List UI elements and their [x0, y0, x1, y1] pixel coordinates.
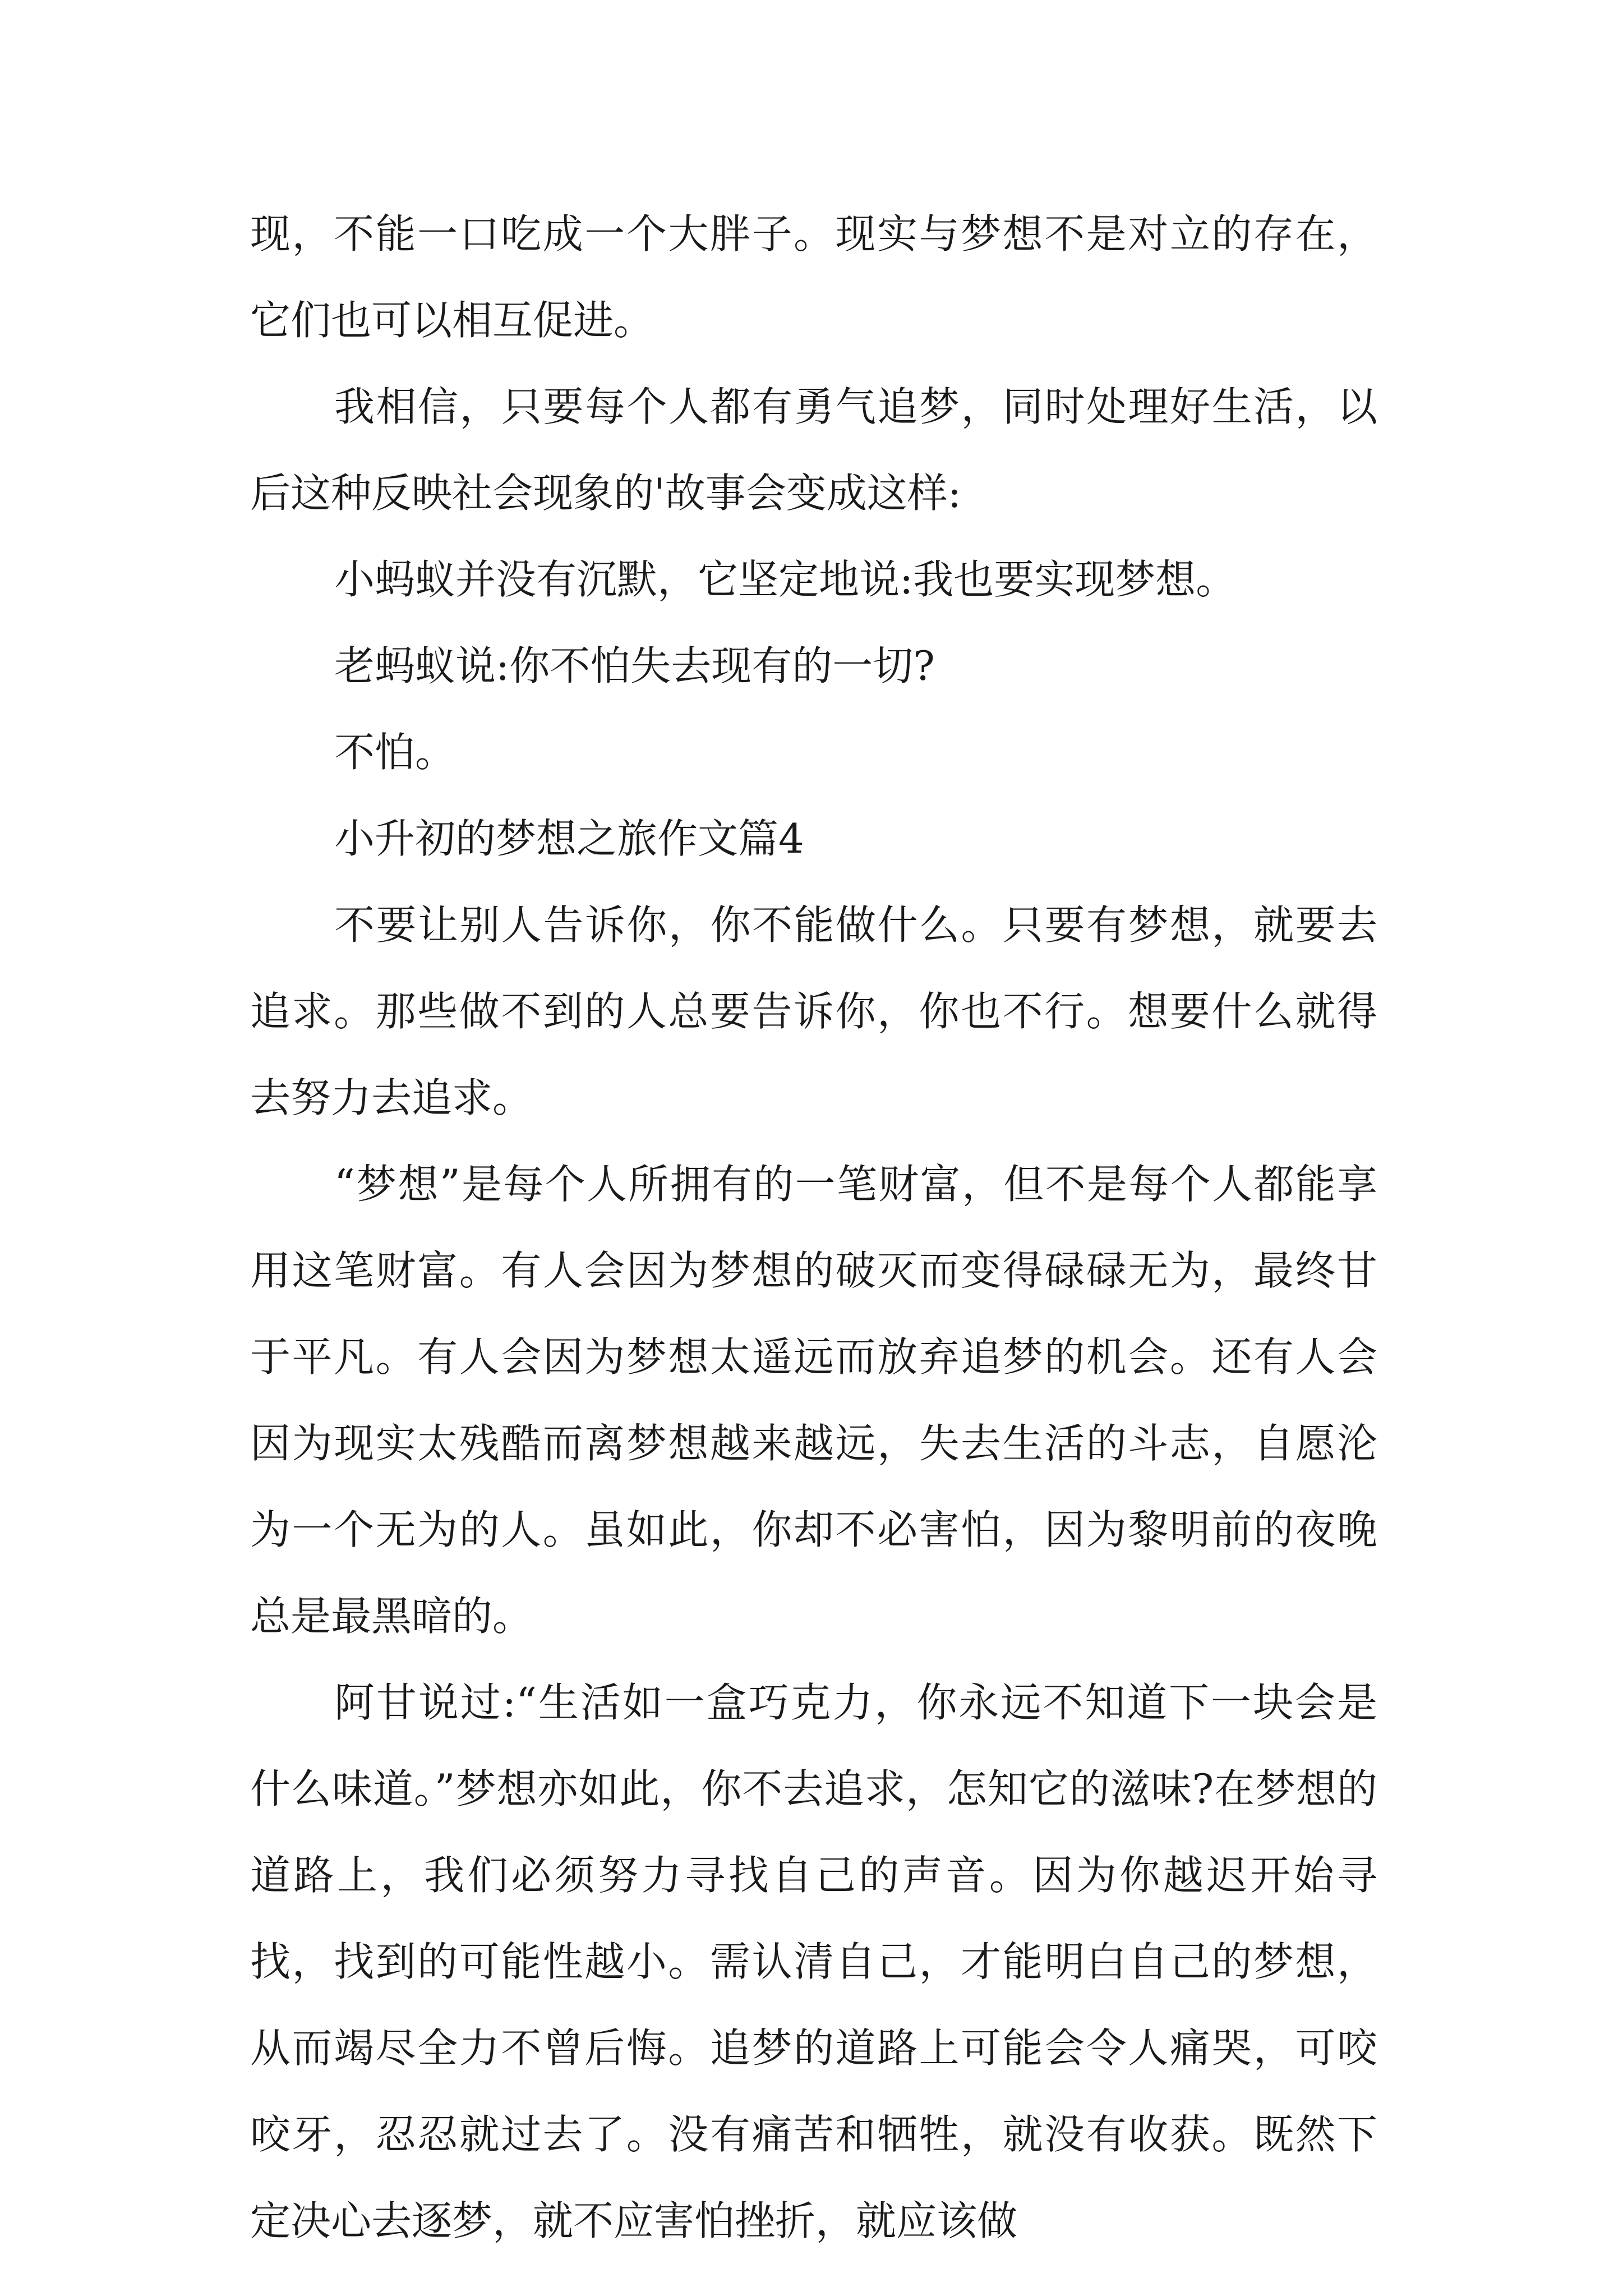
section-heading: 小升初的梦想之旅作文篇4 [334, 815, 804, 862]
paragraph-continuation: 现，不能一口吃成一个大胖子。现实与梦想不是对立的存在，它们也可以相互促进。 [250, 210, 1377, 344]
paragraph-pursue: 不要让别人告诉你，你不能做什么。只要有梦想，就要去追求。那些做不到的人总要告诉你，你也不行。想要什么就得去努力去追求。 [250, 901, 1377, 1121]
paragraph-not-afraid: 不怕。 [334, 729, 456, 776]
paragraph-belief: 我相信，只要每个人都有勇气追梦，同时处理好生活，以后这种反映社会现象的'故事会变成这样: [250, 383, 1377, 517]
paragraph-little-ant: 小蚂蚁并没有沉默，它坚定地说:我也要实现梦想。 [334, 556, 1237, 603]
essay-body [250, 191, 1377, 2264]
paragraph-dream-wealth: “梦想”是每个人所拥有的一笔财富，但不是每个人都能享用这笔财富。有人会因为梦想的破灭而变得碌碌无为，最终甘于平凡。有人会因为梦想太遥远而放弃追梦的机会。还有人会因为现实太残酷而离梦想越来越远，失去生活的斗志，自愿沦为一个无为的人。虽如此，你却不必害怕，因为黎明前的夜晚总是最黑暗的。 [250, 1161, 1377, 1640]
paragraph-forrest-gump: 阿甘说过:“生活如一盒巧克力，你永远不知道下一块会是什么味道。”梦想亦如此，你不去追求，怎知它的滋味?在梦想的道路上，我们必须努力寻找自己的声音。因为你越迟开始寻找，找到的可能性越小。需认清自己，才能明白自己的梦想，从而竭尽全力不曾后悔。追梦的道路上可能会令人痛哭，可咬咬牙，忍忍就过去了。没有痛苦和牺牲，就没有收获。既然下定决心去逐梦，就不应害怕挫折，就应该做 [250, 1679, 1377, 2244]
paragraph-old-ant: 老蚂蚁说:你不怕失去现有的一切? [334, 642, 935, 689]
